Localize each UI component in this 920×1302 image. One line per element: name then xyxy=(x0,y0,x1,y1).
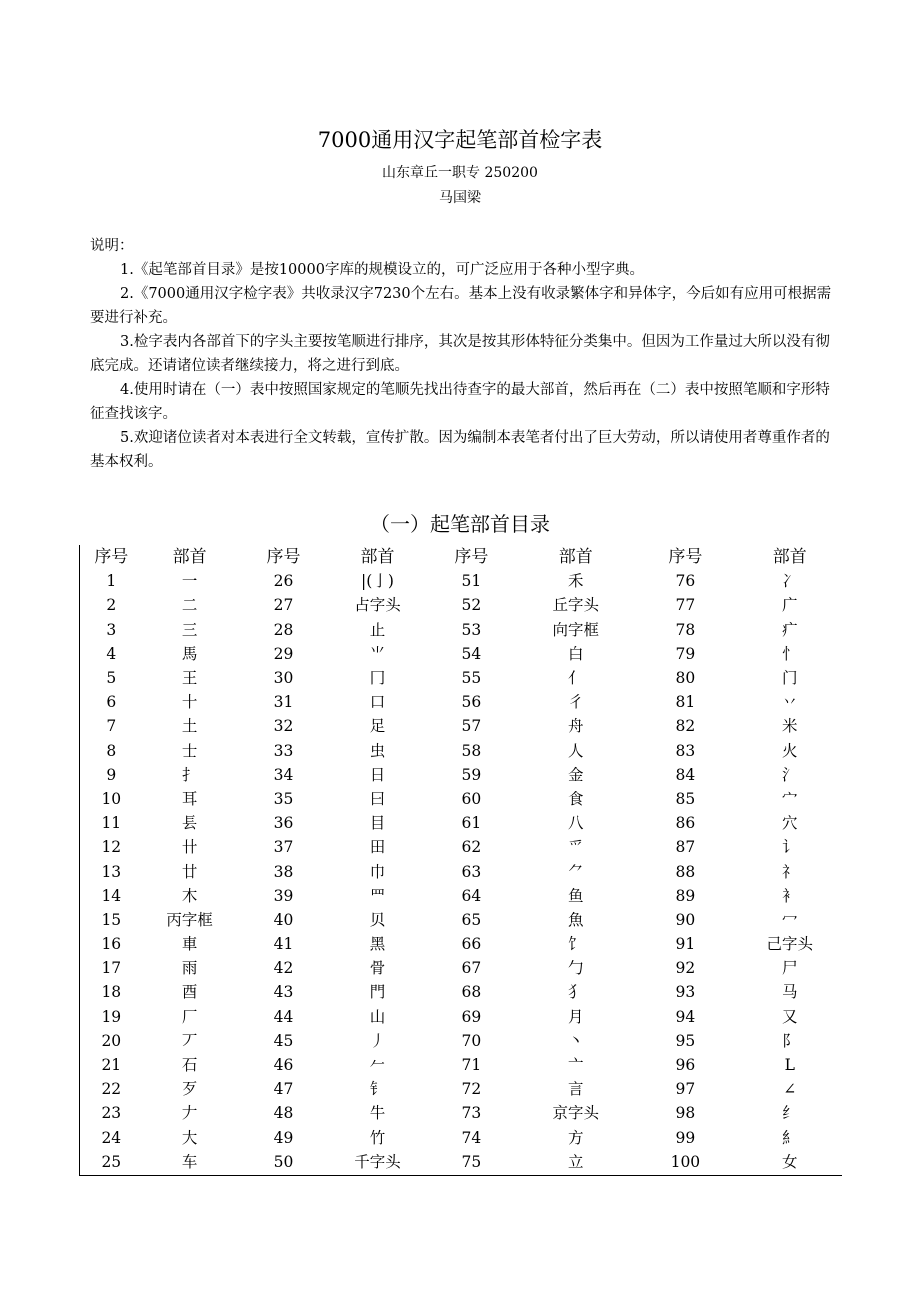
radical-cell: 三 xyxy=(181,620,198,639)
radical-number: 40 xyxy=(273,910,294,929)
radical-cell: 車 xyxy=(181,935,198,954)
radical-number: 71 xyxy=(461,1056,482,1075)
table-row xyxy=(80,739,842,763)
radical-cell: 糹 xyxy=(782,1128,798,1147)
radical-cell: 千字头 xyxy=(354,1152,401,1171)
header-radical: 部首 xyxy=(360,547,395,568)
radical-cell: 食 xyxy=(568,789,584,808)
table-row xyxy=(80,690,842,714)
radical-number: 70 xyxy=(461,1031,482,1050)
radical-cell: 耳 xyxy=(181,789,198,808)
radical-cell: 亠 xyxy=(568,1056,584,1075)
radical-number: 8 xyxy=(106,741,117,760)
radical-number: 21 xyxy=(101,1056,122,1075)
radical-cell: 又 xyxy=(782,1007,798,1026)
radical-number: 43 xyxy=(273,983,294,1002)
table-row xyxy=(80,908,842,932)
radical-cell: 巾 xyxy=(369,862,386,881)
radical-number: 91 xyxy=(675,935,696,954)
radical-number: 97 xyxy=(675,1080,696,1099)
radical-cell: 向字框 xyxy=(552,620,600,639)
radical-number: 54 xyxy=(461,644,482,663)
radical-number: 42 xyxy=(273,959,294,978)
radical-cell: 纟 xyxy=(782,1104,798,1123)
radical-number: 53 xyxy=(461,620,482,639)
radical-number: 33 xyxy=(273,741,294,760)
radical-cell: 尸 xyxy=(782,959,798,978)
header-index: 序号 xyxy=(94,547,129,568)
radical-cell: 忄 xyxy=(782,644,798,663)
note-item: 4.使用时请在（一）表中按照国家规定的笔顺先找出待查字的最大部首，然后再在（二）表中按照笔顺和字形特征查找该字。 xyxy=(90,382,830,422)
radical-number: 9 xyxy=(106,765,117,784)
radical-cell: 广 xyxy=(782,596,798,615)
radical-number: 17 xyxy=(101,959,122,978)
radical-cell: 曰 xyxy=(369,789,386,808)
radical-number: 49 xyxy=(273,1128,294,1147)
radical-cell: 宀 xyxy=(782,789,798,808)
radical-number: 13 xyxy=(101,862,122,881)
radical-cell: 木 xyxy=(181,886,198,905)
radical-cell: ∠ xyxy=(783,1080,797,1099)
radical-cell: 己字头 xyxy=(766,935,814,954)
radical-cell: 大 xyxy=(181,1128,198,1147)
radical-cell: 口 xyxy=(369,693,386,712)
header-index: 序号 xyxy=(266,547,301,568)
table-row xyxy=(80,859,842,883)
header-radical: 部首 xyxy=(172,547,207,568)
radical-cell: 山 xyxy=(369,1007,386,1026)
radical-cell: 丘字头 xyxy=(552,596,600,615)
radical-cell: |(亅) xyxy=(361,572,394,591)
radical-number: 41 xyxy=(273,935,294,954)
radical-cell: 车 xyxy=(181,1152,198,1171)
table-row xyxy=(80,932,842,956)
radical-number: 74 xyxy=(461,1128,482,1147)
radical-number: 28 xyxy=(273,620,294,639)
radical-number: 65 xyxy=(461,910,482,929)
radical-number: 66 xyxy=(461,935,482,954)
radical-cell: 月 xyxy=(568,1007,584,1026)
radical-cell: 镸 xyxy=(181,814,198,833)
radical-cell: 雨 xyxy=(181,959,198,978)
radical-number: 50 xyxy=(273,1152,294,1171)
radical-number: 18 xyxy=(101,983,122,1002)
radical-number: 67 xyxy=(461,959,482,978)
radical-number: 76 xyxy=(675,572,696,591)
radical-cell: 舟 xyxy=(568,717,584,736)
table-row xyxy=(80,1126,842,1150)
radical-number: 7 xyxy=(106,717,117,736)
radical-number: 69 xyxy=(461,1007,482,1026)
header-index: 序号 xyxy=(668,547,703,568)
radical-cell: 讠 xyxy=(782,838,798,857)
radical-cell: 占字头 xyxy=(354,596,401,615)
radical-cell: 饣 xyxy=(568,935,584,954)
table-row xyxy=(80,1053,842,1077)
radical-cell: 牛 xyxy=(369,1104,386,1123)
radical-number: 34 xyxy=(273,765,294,784)
radical-number: 55 xyxy=(461,669,482,688)
radical-number: 88 xyxy=(675,862,696,881)
radical-cell: 八 xyxy=(568,814,584,833)
radical-cell: 穴 xyxy=(782,814,798,833)
radical-cell: 丿 xyxy=(369,1031,386,1050)
radical-cell: 𠂉 xyxy=(369,1056,386,1075)
radical-cell: 亻 xyxy=(568,669,584,688)
radical-number: 27 xyxy=(273,596,294,615)
radical-cell: 門 xyxy=(369,983,386,1002)
radical-cell: 厂 xyxy=(181,1007,198,1026)
radical-cell: 廿 xyxy=(181,862,198,881)
radical-number: 78 xyxy=(675,620,696,639)
radical-cell: ⺈ xyxy=(568,862,584,881)
radical-number: 46 xyxy=(273,1056,294,1075)
radical-cell: 丶 xyxy=(568,1031,584,1050)
radical-number: 6 xyxy=(106,693,117,712)
radical-number: 45 xyxy=(273,1031,294,1050)
radical-number: 15 xyxy=(101,910,122,929)
radical-cell: 扌 xyxy=(181,765,198,784)
radical-number: 23 xyxy=(101,1104,122,1123)
header-radical: 部首 xyxy=(772,547,807,568)
radical-number: 72 xyxy=(461,1080,482,1099)
note-item: 2.《7000通用汉字检字表》共收录汉字7230个左右。基本上没有收录繁体字和异体字，今后如有应用可根据需要进行补充。 xyxy=(90,286,832,326)
radical-number: 1 xyxy=(106,572,117,591)
radical-number: 77 xyxy=(675,596,696,615)
radical-number: 32 xyxy=(273,717,294,736)
radical-cell: 虫 xyxy=(369,741,386,760)
radical-cell: 冂 xyxy=(369,669,386,688)
table-row xyxy=(80,956,842,980)
radical-number: 87 xyxy=(675,838,696,857)
radical-cell: 金 xyxy=(568,765,584,784)
radical-number: 20 xyxy=(101,1031,122,1050)
radical-number: 99 xyxy=(675,1128,696,1147)
header-radical: 部首 xyxy=(558,547,593,568)
radical-cell: ⺌ xyxy=(369,644,386,663)
table-row xyxy=(80,811,842,835)
radical-number: 30 xyxy=(273,669,294,688)
radical-number: 24 xyxy=(101,1128,122,1147)
radical-number: 36 xyxy=(273,814,294,833)
author: 马国梁 xyxy=(439,190,481,206)
radical-cell: 酉 xyxy=(181,983,198,1002)
radical-cell: 禾 xyxy=(568,572,584,591)
radical-number: 81 xyxy=(675,693,696,712)
radical-number: 58 xyxy=(461,741,482,760)
radical-number: 19 xyxy=(101,1007,122,1026)
table-row xyxy=(80,884,842,908)
radical-number: 4 xyxy=(106,644,117,663)
radical-number: 62 xyxy=(461,838,482,857)
radical-cell: 𠂇 xyxy=(181,1104,198,1123)
radical-number: 37 xyxy=(273,838,294,857)
table-row xyxy=(80,1077,842,1101)
radical-number: 12 xyxy=(101,838,122,857)
radical-number: 83 xyxy=(675,741,696,760)
radical-cell: 丙字框 xyxy=(166,910,213,929)
radical-number: 96 xyxy=(675,1056,696,1075)
radical-cell: 礻 xyxy=(782,862,798,881)
radical-cell: 止 xyxy=(369,620,386,639)
radical-cell: 立 xyxy=(568,1152,584,1171)
radical-number: 80 xyxy=(675,669,696,688)
table-row xyxy=(80,980,842,1004)
note-item: 3.检字表内各部首下的字头主要按笔顺进行排序，其次是按其形体特征分类集中。但因为工作量过大所以没有彻底完成。还请诸位读者继续接力，将之进行到底。 xyxy=(90,334,830,374)
radical-cell: L xyxy=(784,1056,795,1075)
radical-number: 89 xyxy=(675,886,696,905)
radical-cell: 一 xyxy=(181,572,198,591)
radical-cell: 鱼 xyxy=(568,886,584,905)
radical-number: 38 xyxy=(273,862,294,881)
radical-cell: 土 xyxy=(181,717,198,736)
radical-cell: 火 xyxy=(782,741,798,760)
radical-cell: 足 xyxy=(369,717,386,736)
radical-number: 60 xyxy=(461,789,482,808)
radical-cell: 丆 xyxy=(181,1031,198,1050)
radical-cell: 十 xyxy=(181,693,198,712)
table-row xyxy=(80,666,842,690)
table-row xyxy=(80,1150,842,1174)
radical-number: 68 xyxy=(461,983,482,1002)
table-row xyxy=(80,1101,842,1125)
table-header xyxy=(80,545,842,569)
radical-cell: 冫 xyxy=(782,572,798,591)
radical-cell: 衤 xyxy=(782,886,798,905)
radical-number: 14 xyxy=(101,886,122,905)
radical-cell: 勹 xyxy=(568,959,584,978)
notes-heading: 说明： xyxy=(90,238,134,254)
radical-number: 84 xyxy=(675,765,696,784)
table-row xyxy=(80,642,842,666)
radical-number: 92 xyxy=(675,959,696,978)
radical-number: 79 xyxy=(675,644,696,663)
radical-cell: 卄 xyxy=(181,838,198,857)
radical-cell: 骨 xyxy=(369,959,386,978)
radical-cell: 冖 xyxy=(782,910,798,929)
radical-cell: 田 xyxy=(369,838,386,857)
radical-cell: 贝 xyxy=(369,910,386,929)
radical-number: 29 xyxy=(273,644,294,663)
radical-cell: 歹 xyxy=(181,1080,198,1099)
radical-cell: 丷 xyxy=(782,693,798,712)
radical-number: 98 xyxy=(675,1104,696,1123)
radical-cell: 氵 xyxy=(782,765,798,784)
section-title: （一）起笔部首目录 xyxy=(370,512,550,536)
radical-number: 35 xyxy=(273,789,294,808)
radical-cell: 魚 xyxy=(568,910,584,929)
radical-cell: 二 xyxy=(181,596,198,615)
radical-number: 25 xyxy=(101,1152,122,1171)
radical-index-table xyxy=(79,545,842,1176)
table-row xyxy=(80,835,842,859)
radical-cell: 竹 xyxy=(369,1128,386,1147)
radical-number: 52 xyxy=(461,596,482,615)
radical-number: 93 xyxy=(675,983,696,1002)
radical-number: 16 xyxy=(101,935,122,954)
radical-number: 10 xyxy=(101,789,122,808)
radical-cell: 京字头 xyxy=(552,1104,600,1123)
radical-cell: 白 xyxy=(568,644,584,663)
radical-number: 61 xyxy=(461,814,482,833)
radical-cell: 王 xyxy=(181,669,198,688)
radical-number: 63 xyxy=(461,862,482,881)
radical-cell: 士 xyxy=(181,741,198,760)
radical-cell: 阝 xyxy=(782,1031,798,1050)
radical-number: 56 xyxy=(461,693,482,712)
affiliation: 山东章丘一职专 250200 xyxy=(382,165,538,181)
radical-number: 64 xyxy=(461,886,482,905)
radical-number: 26 xyxy=(273,572,294,591)
radical-number: 5 xyxy=(106,669,117,688)
radical-cell: 黑 xyxy=(369,935,386,954)
radical-cell: 目 xyxy=(369,814,386,833)
radical-cell: 罒 xyxy=(369,886,386,905)
radical-number: 73 xyxy=(461,1104,482,1123)
radical-cell: 石 xyxy=(181,1056,198,1075)
radical-number: 75 xyxy=(461,1152,482,1171)
radical-number: 85 xyxy=(675,789,696,808)
radical-cell: 门 xyxy=(782,669,798,688)
radical-number: 48 xyxy=(273,1104,294,1123)
radical-number: 44 xyxy=(273,1007,294,1026)
radical-cell: 钅 xyxy=(369,1080,386,1099)
radical-cell: 日 xyxy=(369,765,386,784)
radical-number: 82 xyxy=(675,717,696,736)
table-row xyxy=(80,763,842,787)
radical-number: 3 xyxy=(106,620,117,639)
table-row xyxy=(80,618,842,642)
radical-number: 47 xyxy=(273,1080,294,1099)
radical-number: 90 xyxy=(675,910,696,929)
radical-number: 59 xyxy=(461,765,482,784)
table-row xyxy=(80,787,842,811)
table-row xyxy=(80,569,842,593)
radical-number: 86 xyxy=(675,814,696,833)
table-row xyxy=(80,593,842,617)
radical-cell: 女 xyxy=(782,1152,798,1171)
note-item: 1.《起笔部首目录》是按10000字库的规模设立的，可广泛应用于各种小型字典。 xyxy=(120,262,644,278)
radical-cell: 疒 xyxy=(782,620,798,639)
radical-cell: 彳 xyxy=(568,693,584,712)
radical-cell: 爫 xyxy=(568,838,584,857)
table-row xyxy=(80,714,842,738)
radical-number: 31 xyxy=(273,693,294,712)
header-index: 序号 xyxy=(454,547,489,568)
note-item: 5.欢迎诸位读者对本表进行全文转载，宣传扩散。因为编制本表笔者付出了巨大劳动，所以请使用者尊重作者的基本权利。 xyxy=(90,430,830,470)
radical-number: 94 xyxy=(675,1007,696,1026)
radical-number: 2 xyxy=(106,596,117,615)
radical-number: 57 xyxy=(461,717,482,736)
radical-cell: 马 xyxy=(782,983,798,1002)
radical-number: 39 xyxy=(273,886,294,905)
radical-cell: 米 xyxy=(782,717,798,736)
radical-cell: 人 xyxy=(568,741,584,760)
radical-cell: 言 xyxy=(568,1080,584,1099)
notes-section xyxy=(90,234,838,474)
table-row xyxy=(80,1029,842,1053)
table-row xyxy=(80,1005,842,1029)
radical-number: 22 xyxy=(101,1080,122,1099)
radical-number: 95 xyxy=(675,1031,696,1050)
radical-cell: 犭 xyxy=(568,983,584,1002)
radical-number: 100 xyxy=(670,1152,701,1171)
radical-number: 51 xyxy=(461,572,482,591)
radical-cell: 馬 xyxy=(181,644,198,663)
document-title: 7000通用汉字起笔部首检字表 xyxy=(317,128,603,152)
radical-cell: 方 xyxy=(568,1128,584,1147)
radical-number: 11 xyxy=(101,814,122,833)
